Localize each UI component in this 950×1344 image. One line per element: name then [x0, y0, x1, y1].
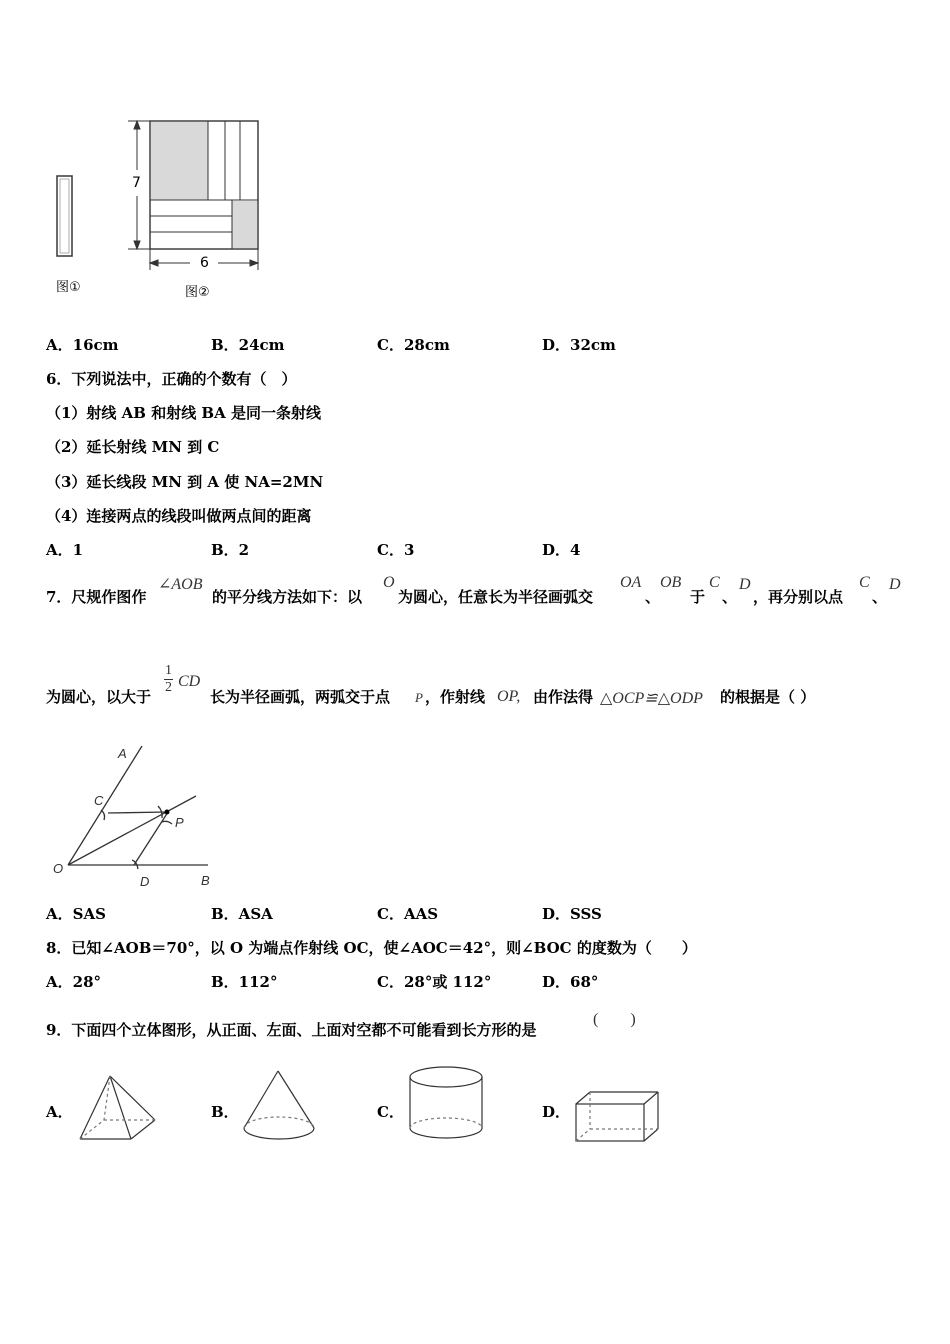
q7-segment-cd: CD — [178, 673, 201, 690]
fig-label-b: B — [201, 873, 210, 888]
q7-congruence: △OCP≌△ODP — [600, 690, 703, 707]
dim-height-label: 7 — [132, 175, 141, 191]
fraction-numerator: 1 — [165, 663, 172, 678]
q5-option-a: A．16cm — [46, 336, 119, 354]
cone-icon — [240, 1068, 320, 1144]
q7-text-6: 为圆心，以大于 — [46, 688, 152, 706]
segment-cp — [108, 812, 168, 813]
q5-option-d: D．32cm — [542, 336, 616, 354]
q7-text-1: 7．尺规作图作 — [46, 588, 147, 606]
q6-item-4: （4）连接两点的线段叫做两点间的距离 — [46, 507, 312, 525]
q6-option-c: C．3 — [377, 541, 415, 559]
q7-sep-1: 、 — [645, 588, 661, 606]
q5-option-b: B．24cm — [211, 336, 285, 354]
q7-ray-ob: OB — [660, 574, 682, 591]
cylinder-icon — [406, 1064, 488, 1144]
q7-text-4: 于 — [690, 588, 706, 606]
q6-item-3: （3）延长线段 MN 到 A 使 NA=2MN — [46, 473, 324, 491]
q9-paren: ( ) — [593, 1011, 636, 1028]
fig1-strip — [57, 176, 72, 256]
q8-option-a: A．28° — [46, 973, 102, 991]
fig2-caption: 图② — [185, 285, 210, 300]
q6-stem: 6．下列说法中，正确的个数有（ ） — [46, 370, 297, 388]
q8-option-c: C．28°或 112° — [377, 973, 492, 991]
q6-option-d: D．4 — [542, 541, 581, 559]
q7-angle-aob: ∠AOB — [158, 576, 203, 593]
q7-point-d: D — [739, 576, 751, 593]
q9-stem: 9．下面四个立体图形，从正面、左面、上面对空都不可能看到长方形的是 — [46, 1021, 537, 1039]
q7-ray-op: OP, — [497, 688, 521, 705]
q7-text-10: 的根据是（ ） — [720, 688, 816, 706]
q8-option-d: D．68° — [542, 973, 599, 991]
q6-item-1: （1）射线 AB 和射线 BA 是同一条射线 — [46, 404, 321, 422]
q7-option-c: C．AAS — [377, 905, 439, 923]
q8-option-b: B．112° — [211, 973, 278, 991]
fig2-square — [150, 121, 258, 249]
q7-point-d2: D — [889, 576, 901, 593]
q5-option-c: C．28cm — [377, 336, 450, 354]
fig1-caption: 图① — [56, 280, 81, 295]
q7-text-7: 长为半径画弧，两弧交于点 — [210, 688, 391, 706]
ray-op — [68, 796, 196, 865]
q7-text-9: 由作法得 — [533, 688, 594, 706]
q7-sep-3: 、 — [872, 588, 888, 606]
q7-option-d: D．SSS — [542, 905, 602, 923]
fig-label-p: P — [175, 815, 184, 830]
q7-ray-oa: OA — [620, 574, 642, 591]
cuboid-icon — [572, 1088, 662, 1146]
q7-text-2: 的平分线方法如下：以 — [212, 588, 363, 606]
fig-label-c: C — [94, 793, 104, 808]
ray-oa — [68, 746, 142, 865]
q7-option-b: B．ASA — [211, 905, 273, 923]
q6-option-a: A．1 — [46, 541, 84, 559]
q7-figure — [46, 738, 221, 893]
q7-option-a: A．SAS — [46, 905, 106, 923]
arc-p2 — [162, 821, 172, 824]
q6-option-b: B．2 — [211, 541, 250, 559]
q7-point-c2: C — [859, 574, 870, 591]
q8-stem: 8．已知∠AOB＝70°，以 O 为端点作射线 OC，使∠AOC＝42°，则∠BOC 的度数为（ ） — [46, 939, 697, 957]
fig-label-o: O — [53, 861, 64, 876]
q9-option-b-label: B． — [211, 1103, 239, 1121]
q7-fraction — [164, 663, 173, 696]
pyramid-icon — [76, 1072, 158, 1144]
fig-label-d: D — [140, 874, 150, 889]
q7-text-3: 为圆心，任意长为半径画弧交 — [398, 588, 594, 606]
q6-item-2: （2）延长射线 MN 到 C — [46, 438, 220, 456]
q7-point-c: C — [709, 574, 720, 591]
q7-sep-2: 、 — [722, 588, 738, 606]
q9-option-d-label: D． — [542, 1103, 571, 1121]
q9-option-a-label: A． — [46, 1103, 73, 1121]
q7-text-5: ，再分别以点 — [753, 588, 844, 606]
q5-figure — [50, 112, 280, 307]
q7-point-o: O — [383, 574, 395, 591]
dim-width-label: 6 — [200, 255, 209, 271]
point-p — [165, 810, 170, 815]
q7-text-8: ，作射线 — [425, 688, 486, 706]
fraction-denominator: 2 — [165, 680, 172, 695]
fig-label-a: A — [118, 746, 127, 761]
q7-point-p: P — [415, 690, 423, 705]
q9-option-c-label: C． — [377, 1103, 404, 1121]
